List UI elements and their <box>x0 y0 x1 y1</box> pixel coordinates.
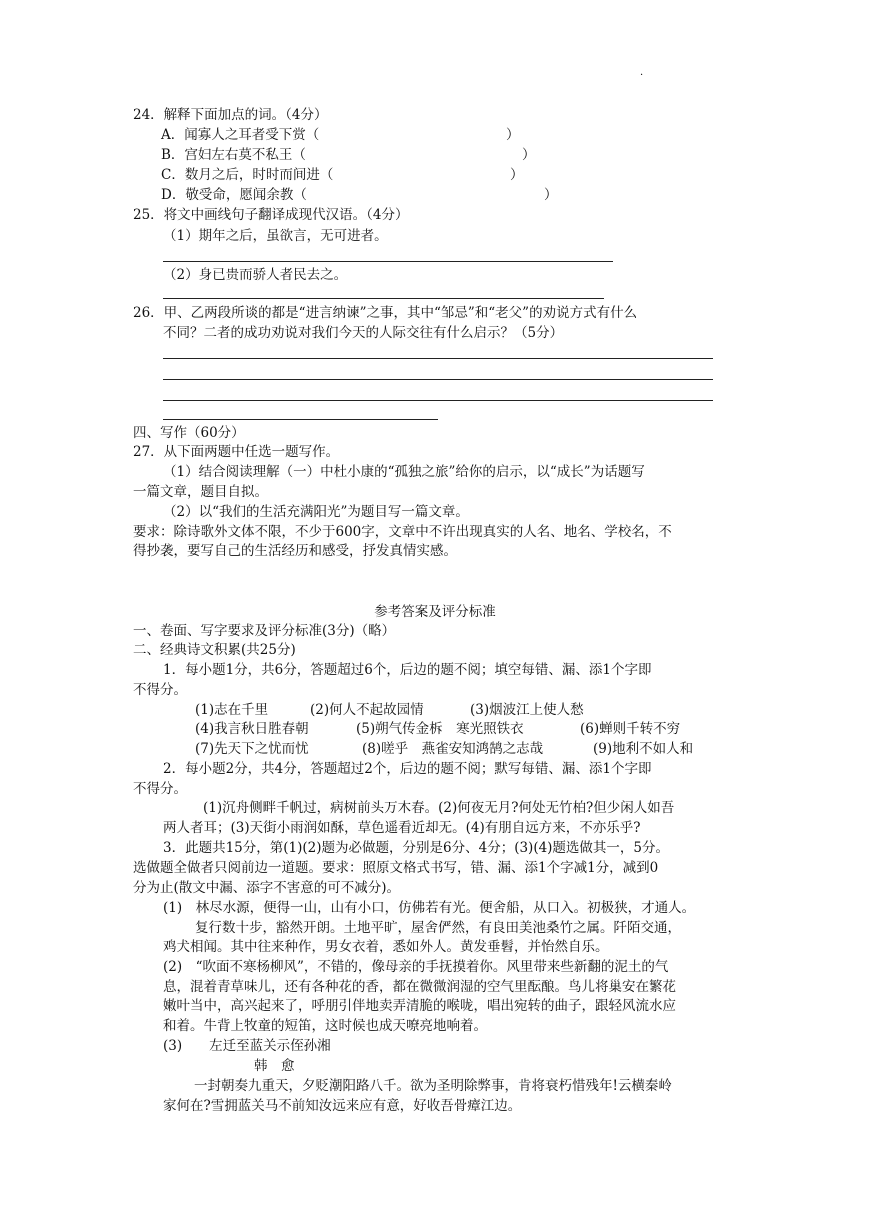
answer-item: (8)嗟乎 燕雀安知鸿鹄之志哉 <box>362 741 544 757</box>
q24-c-close: ） <box>510 167 524 183</box>
poem-line-2: 家何在?雪拥蓝关马不前知汝远来应有意，好收吾骨瘴江边。 <box>163 1098 522 1114</box>
answers-part-2-d: 两人者耳；(3)天街小雨润如酥，草色遥看近却无。(4)有朋自远方来，不亦乐乎? <box>163 820 641 836</box>
q27-title: 27．从下面两题中任选一题写作。 <box>133 444 340 460</box>
answer-item: (4)我言秋日胜春朝 <box>195 721 309 737</box>
text-2-line-4: 和着。牛背上牧童的短笛，这时候也成天嘹亮地响着。 <box>163 1018 487 1034</box>
answer-item: (5)朔气传金柝 寒光照铁衣 <box>356 721 524 737</box>
q27-requirement-1: 要求：除诗歌外文体不限，不少于600字，文章中不许出现真实的人名、地名、学校名，不 <box>133 524 672 540</box>
answer-item: (9)地利不如人和 <box>593 741 694 757</box>
q24-a: A．闻寡人之耳者受下赏（ <box>161 127 320 143</box>
answers-part-2-b: 不得分。 <box>133 781 187 797</box>
answers-part-1-b: 不得分。 <box>133 682 187 698</box>
q27-option-1-b: 一篇文章，题目自拟。 <box>133 484 268 500</box>
answers-part-2-a: 2．每小题2分，共4分，答题超过2个，后边的题不阅；默写每错、漏、添1个字即 <box>163 761 652 777</box>
answers-part-1-a: 1．每小题1分，共6分，答题超过6个，后边的题不阅；填空每错、漏、添1个字即 <box>163 662 652 678</box>
text-2-line-2: 息，混着青草味儿，还有各种花的香，都在微微润湿的空气里酝酿。鸟儿将巢安在繁花 <box>163 979 676 995</box>
answer-item: (2)何人不起故园情 <box>310 702 424 718</box>
answer-line <box>163 358 713 359</box>
answer-line <box>163 261 613 262</box>
page-dot: · <box>640 70 644 81</box>
q24-d-close: ） <box>544 187 558 203</box>
q27-option-1-a: （1）结合阅读理解（一）中杜小康的“孤独之旅”给你的启示，以“成长”为话题写 <box>163 464 645 480</box>
answer-line <box>163 298 604 299</box>
answer-line <box>163 400 713 401</box>
text-2-line-1: (2) “吹面不寒杨柳风”，不错的，像母亲的手抚摸着你。风里带来些新翻的泥土的气 <box>163 959 669 975</box>
q26-line-1: 26．甲、乙两段所谈的都是“进言纳谏”之事，其中“邹忌”和“老父”的劝说方式有什么 <box>133 305 638 321</box>
poem-line-1: 一封朝奏九重天，夕贬潮阳路八千。欲为圣明除弊事，肯将衰朽惜残年!云横秦岭 <box>194 1078 672 1094</box>
answer-line <box>163 419 438 420</box>
answers-part-3-c: 分为止(散文中漏、添字不害意的可不减分)。 <box>133 880 401 896</box>
answer-item: (7)先天下之忧而忧 <box>195 741 309 757</box>
answer-item: (3)烟波江上使人愁 <box>470 702 584 718</box>
answers-section-1: 一、卷面、写字要求及评分标准(3分)（略） <box>133 623 396 639</box>
section-4-title: 四、写作（60分） <box>133 425 245 441</box>
answers-part-3-a: 3．此题共15分，第(1)(2)题为必做题，分别是6分、4分；(3)(4)题选做其一，5分。 <box>163 840 670 856</box>
q26-line-2: 不同？二者的成功劝说对我们今天的人际交往有什么启示？（5分） <box>163 325 564 341</box>
text-1-line-3: 鸡犬相闻。其中往来种作，男女衣着，悉如外人。黄发垂髫，并怡然自乐。 <box>163 939 609 955</box>
text-1-line-1: (1) 林尽水源，便得一山，山有小口，仿佛若有光。便舍船，从口入。初极狭，才通人。 <box>163 900 696 916</box>
poem-author: 韩 愈 <box>254 1058 295 1074</box>
answer-item: (1)志在千里 <box>195 702 269 718</box>
q24-c: C．数月之后，时时而间进（ <box>161 167 334 183</box>
q25-title: 25．将文中画线句子翻译成现代汉语。（4分） <box>133 207 409 223</box>
answers-part-3-b: 选做题全做者只阅前边一道题。要求：照原文格式书写，错、漏、添1个字减1分，减到0 <box>133 860 659 876</box>
answer-item: (6)蝉则千转不穷 <box>580 721 681 737</box>
answer-line <box>163 379 713 380</box>
q24-a-close: ） <box>506 127 520 143</box>
text-1-line-2: 复行数十步，豁然开朗。土地平旷，屋舍俨然，有良田美池桑竹之属。阡陌交通， <box>195 920 681 936</box>
q27-option-2: （2）以“我们的生活充满阳光”为题目写一篇文章。 <box>163 504 469 520</box>
answers-section-2: 二、经典诗文积累(共25分) <box>133 642 296 658</box>
q24-b-close: ） <box>522 147 536 163</box>
answers-part-2-c: (1)沉舟侧畔千帆过，病树前头万木春。(2)何夜无月?何处无竹柏?但少闲人如吾 <box>203 800 675 816</box>
q25-sentence-2: （2）身已贵而骄人者民去之。 <box>163 267 348 283</box>
q24-title: 24．解释下面加点的词。（4分） <box>133 107 328 123</box>
text-2-line-3: 嫩叶当中，高兴起来了，呼朋引伴地卖弄清脆的喉咙，唱出宛转的曲子，跟轻风流水应 <box>163 998 676 1014</box>
q27-requirement-2: 得抄袭，要写自己的生活经历和感受，抒发真情实感。 <box>133 543 457 559</box>
q25-sentence-1: （1）期年之后，虽欲言，无可进者。 <box>163 228 388 244</box>
q24-d: D．敬受命，愿闻余教（ <box>161 187 307 203</box>
q24-b: B．宫妇左右莫不私王（ <box>161 147 306 163</box>
answers-title: 参考答案及评分标准 <box>374 604 496 620</box>
poem-title: (3) 左迁至蓝关示侄孙湘 <box>163 1038 331 1054</box>
